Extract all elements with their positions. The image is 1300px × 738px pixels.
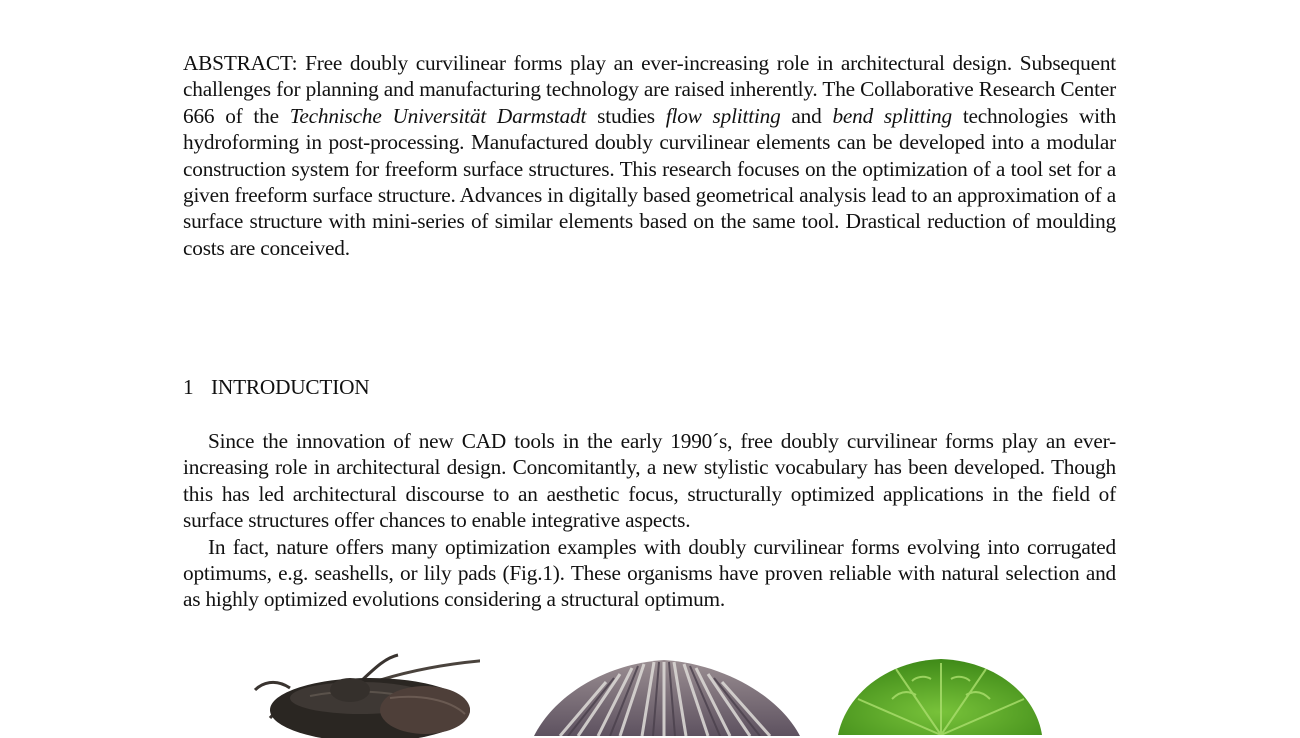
abstract-text-4: technologies with hydroforming in post-processing. Manufactured doubly curvilinear elements can be developed into a modular construction system for freeform surface structures. This research focuses on the optimization of a tool set for a given freeform surface structure. Advances in digitally based geometrical analysis lead to an approximation of a surface structure with mini-series of similar elements based on the same tool. Drastical reduction of moulding costs are conceived. (183, 103, 1117, 260)
introduction-body (183, 428, 1116, 613)
abstract-label: ABSTRACT: (183, 51, 298, 75)
technology-flow-splitting: flow splitting (665, 103, 781, 128)
beetle-icon (250, 648, 480, 738)
technology-bend-splitting: bend splitting (832, 103, 952, 128)
abstract-text-3: and (780, 103, 833, 128)
seashell-icon (534, 656, 804, 736)
section-heading-introduction (183, 374, 370, 400)
seashell-image (534, 656, 804, 736)
beetle-image (250, 648, 480, 738)
abstract-text-1: Free doubly curvilinear forms play an ever-increasing role in architectural design. Subsequent challenges for planning and manufacturing technology are raised inherently. The Collaborative Research Center 666 of the (183, 51, 1116, 128)
leaf-icon (836, 655, 1046, 735)
section-title: INTRODUCTION (211, 375, 370, 399)
figure-1 (0, 645, 1300, 731)
intro-paragraph: In fact, nature offers many optimization examples with doubly curvilinear forms evolving into corrugated optimums, e.g. seashells, or lily pads (Fig.1). These organisms have proven reliable with natural selection and as highly optimized evolutions considering a structural optimum. (183, 534, 1116, 612)
lily-pad-image (836, 655, 1046, 735)
paper-page (183, 50, 1117, 612)
abstract-text-2: studies (586, 103, 666, 128)
intro-paragraph: Since the innovation of new CAD tools in the early 1990´s, free doubly curvilinear forms play an ever-increasing role in architectural design. Concomitantly, a new stylistic vocabulary has been developed. Though this has led architectural discourse to an aesthetic focus, structurally optimized applications in the field of surface structures offer chances to enable integrative aspects. (183, 429, 1116, 533)
institution-name: Technische Universität Darmstadt (289, 103, 587, 128)
abstract-paragraph (183, 50, 1116, 261)
section-number: 1 (183, 375, 194, 399)
